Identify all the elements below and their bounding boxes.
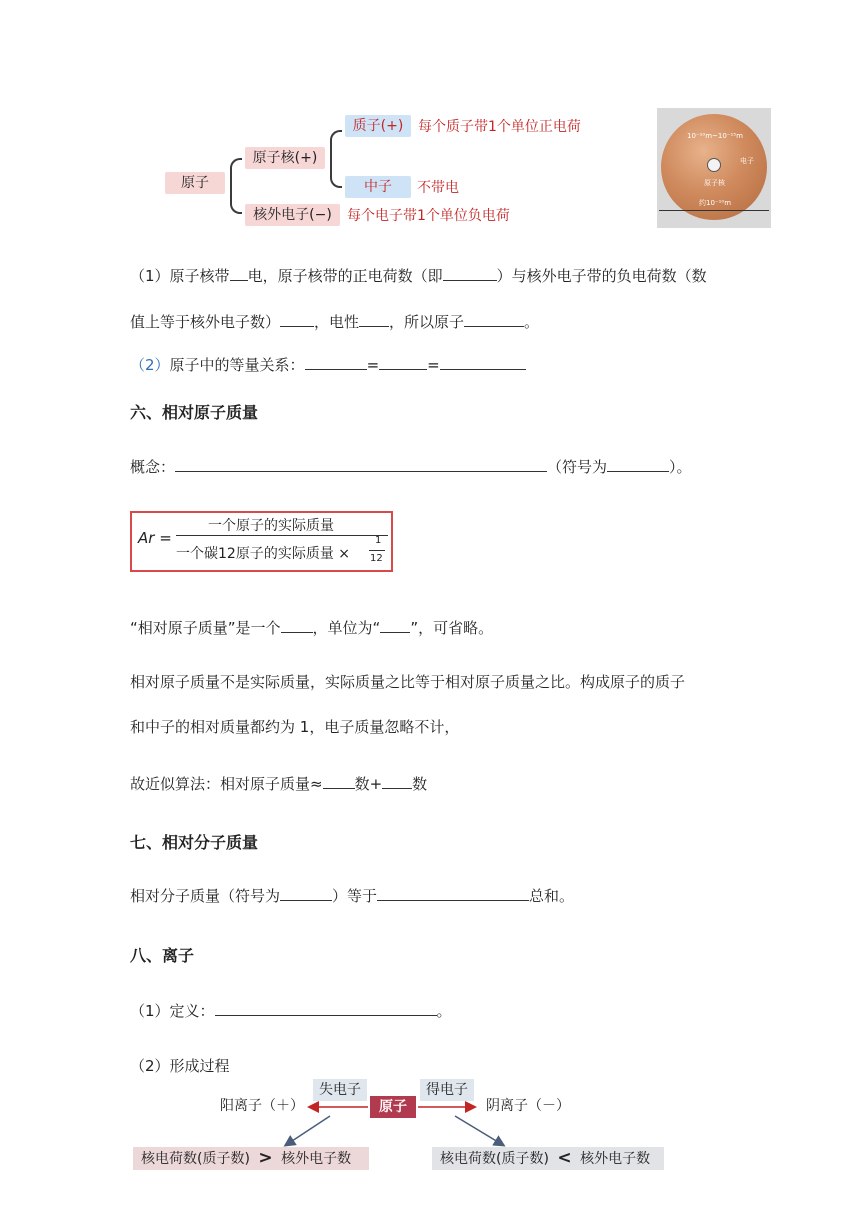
q2-num: （2）	[130, 356, 170, 374]
nucleus-label: 原子核	[704, 179, 725, 187]
electron-desc: 每个电子带1个单位负电荷	[347, 208, 510, 224]
section6-title: 六、相对原子质量	[130, 403, 259, 422]
q1-text-d: 值上等于核外电子数）	[130, 313, 281, 331]
q1-text-e: ，电性	[314, 313, 360, 331]
ion-atom-box: 原子	[370, 1096, 416, 1118]
q2-eq-2: =	[427, 356, 440, 374]
formula-small-den: 12	[370, 553, 383, 564]
neutron-box: 中子	[345, 176, 411, 198]
q1-text-c: ）与核外电子带的负电荷数（数	[496, 267, 707, 285]
q1-text-g: 。	[524, 313, 540, 331]
approx-text-c: 数	[412, 775, 428, 793]
q2-text: 原子中的等量关系：	[169, 356, 305, 374]
unit-text-a: “相对原子质量”是一个	[130, 619, 281, 637]
para-line1: 相对原子质量不是实际质量，实际质量之比等于相对原子质量之比。构成原子的质子	[130, 673, 686, 691]
q2-eq-1: =	[366, 356, 380, 374]
formula-lhs: Ar =	[138, 529, 172, 547]
ion-def-label: （1）定义：	[130, 1002, 215, 1020]
proton-box: 质子(+)	[345, 115, 411, 137]
arrow-anion-down	[455, 1116, 503, 1145]
para-line2: 和中子的相对质量都约为 1，电子质量忽略不计，	[130, 718, 460, 736]
anion-rel-a: 核电荷数(质子数)	[440, 1151, 549, 1167]
cation-relation	[133, 1147, 369, 1170]
cation-rel-a: 核电荷数(质子数)	[141, 1151, 250, 1167]
lose-electron-label: 失电子	[313, 1079, 367, 1101]
formula-small-num: 1	[375, 535, 382, 546]
symbol-text-a: （符号为	[547, 458, 608, 476]
unit-text-c: ”，可省略。	[410, 619, 494, 637]
approx-text-a: 故近似算法：相对原子质量≈	[130, 775, 323, 793]
size-label-top: 10⁻¹⁰m~10⁻¹⁵m	[687, 132, 743, 140]
mm-text-b: ）等于	[332, 887, 378, 905]
concept-label: 概念：	[130, 458, 176, 476]
q1-text-f: ，所以原子	[389, 313, 465, 331]
q1-num: （1）	[130, 267, 170, 285]
anion-rel-b: 核外电子数	[580, 1151, 651, 1167]
approx-text-b: 数+	[354, 775, 383, 793]
electron-box: 核外电子(−)	[245, 204, 340, 226]
symbol-text-b: ）。	[669, 458, 692, 476]
mm-text-c: 总和。	[529, 887, 575, 905]
cation-rel-b: 核外电子数	[281, 1151, 352, 1167]
section8-title: 八、离子	[130, 946, 195, 965]
cation-label: 阳离子（＋）	[220, 1098, 304, 1114]
size-label-bottom: 约10⁻¹⁰m	[699, 199, 732, 207]
ion-def-end: 。	[436, 1002, 452, 1020]
section7-title: 七、相对分子质量	[130, 833, 259, 852]
anion-label: 阴离子（－）	[486, 1098, 570, 1114]
cation-rel-op: >	[258, 1148, 273, 1168]
gain-electron-label: 得电子	[420, 1079, 474, 1101]
anion-rel-op: <	[557, 1148, 572, 1168]
electron-label: 电子	[740, 157, 754, 165]
q1-text-b: 电，原子核带的正电荷数（即	[247, 267, 443, 285]
arrow-cation-down	[286, 1116, 330, 1145]
unit-text-b: ，单位为“	[312, 619, 381, 637]
q1-text-a: 原子核带	[169, 267, 230, 285]
formula-denominator: 一个碳12原子的实际质量 ×	[176, 546, 350, 562]
proton-desc: 每个质子带1个单位正电荷	[418, 119, 581, 135]
atom-box: 原子	[165, 172, 225, 194]
nucleus-box: 原子核(+)	[245, 147, 325, 169]
neutron-desc: 不带电	[417, 180, 459, 196]
formula-numerator: 一个原子的实际质量	[208, 518, 334, 534]
mm-text-a: 相对分子质量（符号为	[130, 887, 281, 905]
anion-relation	[432, 1147, 664, 1170]
ion-process-label: （2）形成过程	[130, 1057, 230, 1075]
